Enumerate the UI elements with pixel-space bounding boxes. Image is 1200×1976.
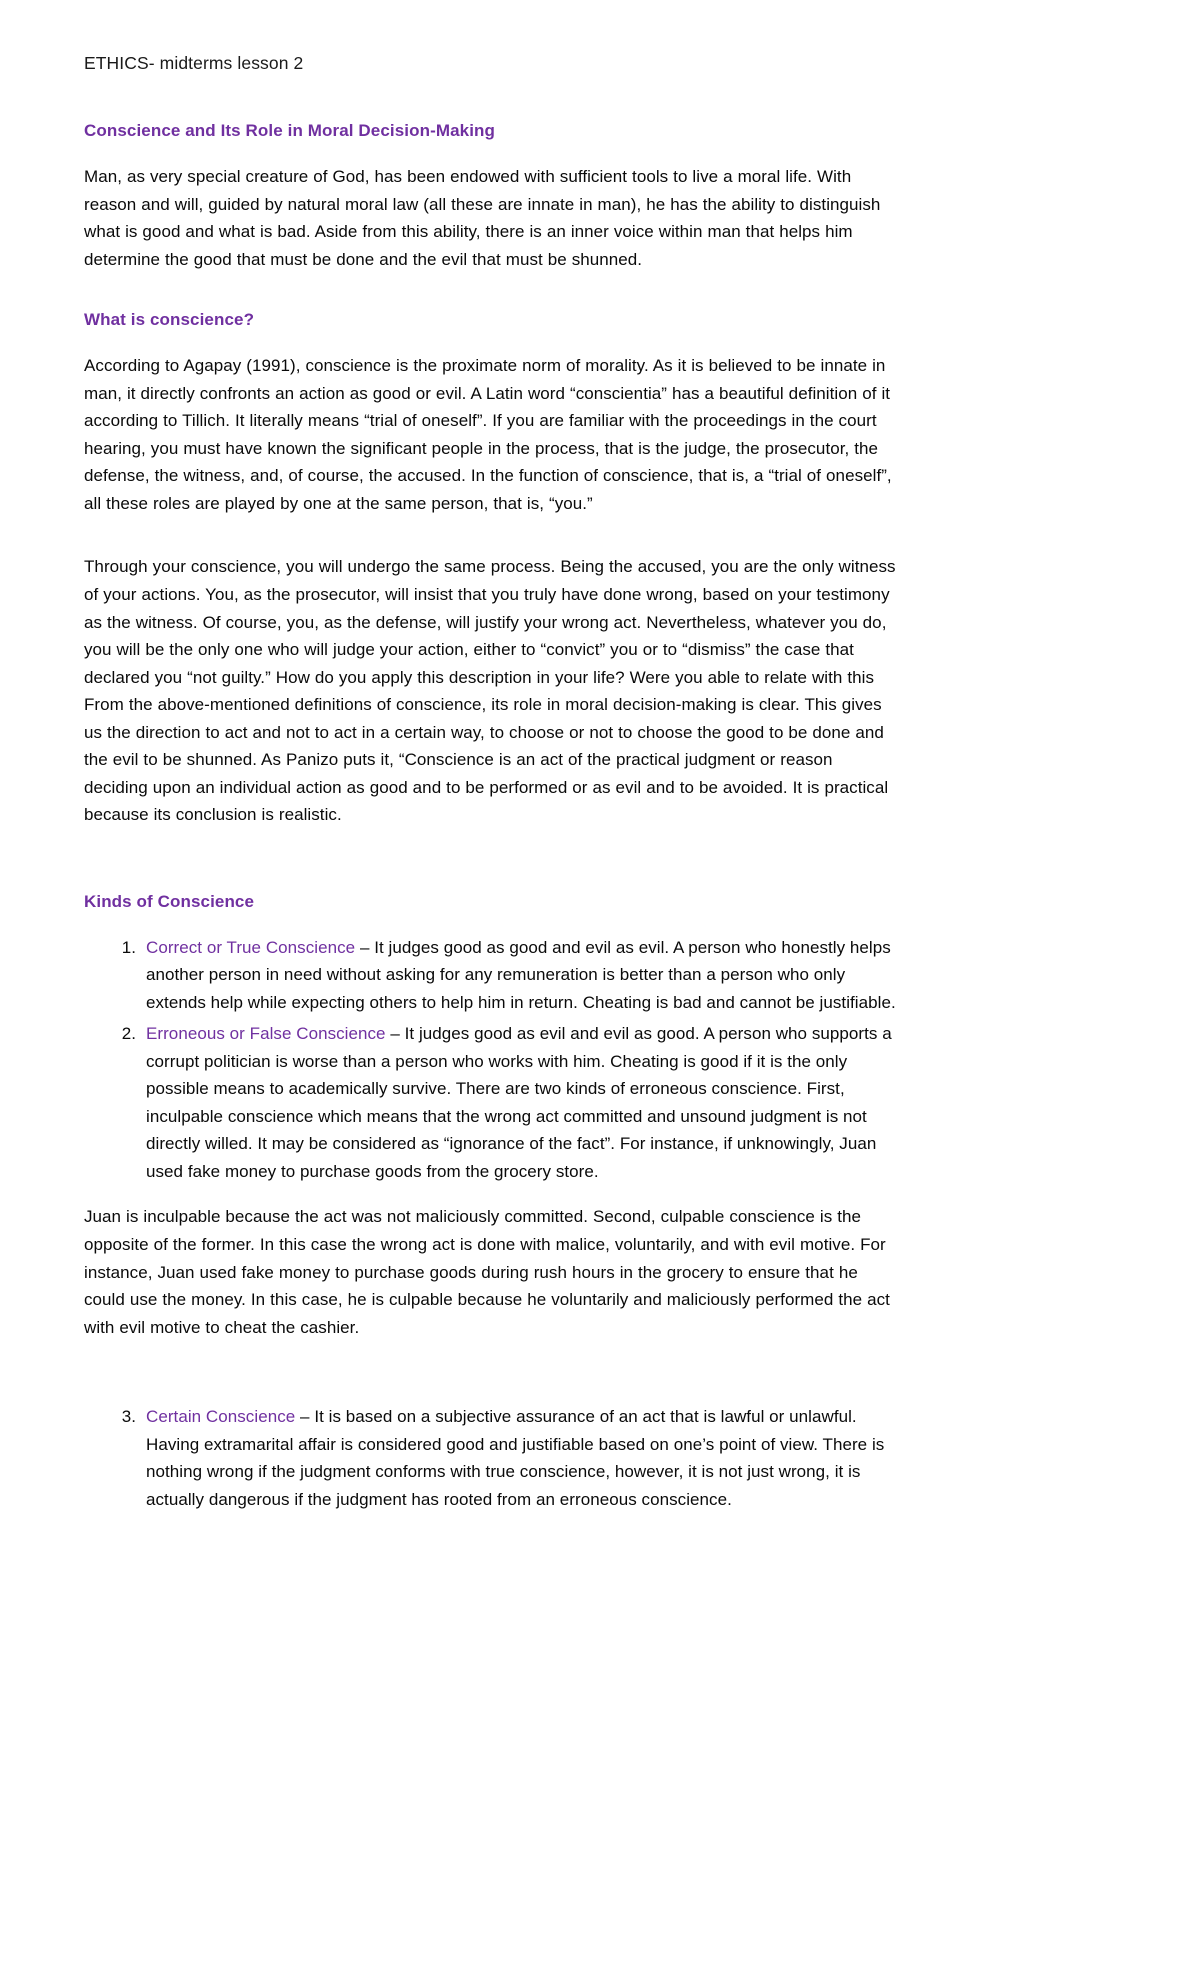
kinds-of-conscience-list-continued <box>84 1403 900 1513</box>
list-item-term: Erroneous or False Conscience <box>146 1024 386 1044</box>
paragraph-juan-inculpable: Juan is inculpable because the act was not maliciously committed. Second, culpable conscience is the opposite of the former. In this case the wrong act is done with malice, voluntarily, and with evil motive. For instance, Juan used fake money to purchase goods during rush hours in the grocery to ensure that he could use the money. In this case, he is culpable because he voluntarily and maliciously performed the act with evil motive to cheat the cashier. <box>84 1207 890 1337</box>
paragraph-through-your-conscience: Through your conscience, you will undergo the same process. Being the accused, you are the only witness of your actions. You, as the prosecutor, will insist that you truly have done wrong, based on your testimony as the witness. Of course, you, as the defense, will justify your wrong act. Nevertheless, whatever you do, you will be the only one who will judge your action, either to “convict” you or to “dismiss” the case that declared you “not guilty.” How do you apply this description in your life? Were you able to relate with this From the above-mentioned definitions of conscience, its role in moral decision-making is clear. This gives us the direction to act and not to act in a certain way, to choose or not to choose the good to be done and the evil to be shunned. As Panizo puts it, “Conscience is an act of the practical judgment or reason deciding upon an individual action as good and to be performed or as evil and to be avoided. It is practical because its conclusion is realistic. <box>84 557 896 825</box>
list-item-separator: – <box>355 937 375 957</box>
paragraph-agapay-definition: According to Agapay (1991), conscience is the proximate norm of morality. As it is believed to be innate in man, it directly confronts an action as good or evil. A Latin word “conscientia” has a beautiful definition of it according to Tillich. It literally means “trial of oneself”. If you are familiar with the proceedings in the court hearing, you must have known the significant people in the process, that is the judge, the prosecutor, the defense, the witness, and, of course, the accused. In the function of conscience, that is, a “trial of oneself”, all these roles are played by one at the same person, that is, “you.” <box>84 356 892 513</box>
list-item-text: It judges good as good and evil as evil. A person who honestly helps another person in need without asking for any remuneration is better than a person who only extends help while expecting others to help him in return. Cheating is bad and cannot be justifiable. <box>146 937 896 1012</box>
heading-kinds-of-conscience: Kinds of Conscience <box>84 891 255 911</box>
document-title: ETHICS- midterms lesson 2 <box>84 53 304 73</box>
list-item-separator: – <box>385 1024 405 1044</box>
list-item-text: It judges good as evil and evil as good. A person who supports a corrupt politician is worse than a person who works with him. Cheating is good if it is the only possible means to academically survive. There are two kinds of erroneous conscience. First, inculpable conscience which means that the wrong act committed and unsound judgment is not directly willed. It may be considered as “ignorance of the fact”. For instance, if unknowingly, Juan used fake money to purchase goods from the grocery store. <box>146 1024 892 1181</box>
list-item <box>146 1403 900 1513</box>
kinds-of-conscience-list <box>84 934 900 1186</box>
list-item-separator: – <box>295 1407 315 1427</box>
list-item-term: Certain Conscience <box>146 1407 296 1427</box>
list-item <box>146 1020 900 1185</box>
spacer <box>84 539 900 553</box>
heading-what-is-conscience: What is conscience? <box>84 310 255 330</box>
list-item <box>146 934 900 1017</box>
spacer <box>84 1363 900 1403</box>
spacer <box>84 295 900 309</box>
list-item-text: It is based on a subjective assurance of an act that is lawful or unlawful. Having extramarital affair is considered good and justifiable based on one’s point of view. There is nothing wrong if the judgment conforms with true conscience, however, it is not just wrong, it is actually dangerous if the judgment has rooted from an erroneous conscience. <box>146 1407 885 1509</box>
paragraph-conscience-role-intro: Man, as very special creature of God, has been endowed with sufficient tools to live a moral life. With reason and will, guided by natural moral law (all these are innate in man), he has the ability to distinguish what is good and what is bad. Aside from this ability, there is an inner voice within man that helps him determine the good that must be done and the evil that must be shunned. <box>84 167 881 269</box>
list-item-term: Correct or True Conscience <box>146 937 356 957</box>
heading-conscience-and-its-role: Conscience and Its Role in Moral Decision-Making <box>84 121 495 141</box>
spacer <box>84 851 900 891</box>
